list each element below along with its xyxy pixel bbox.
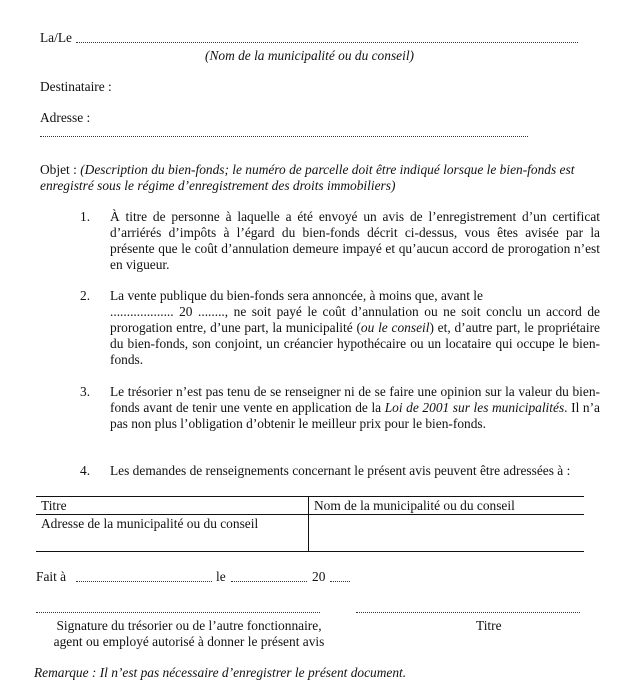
signature-caption [36,618,342,650]
year-blank[interactable]: 20 ........ [179,304,225,319]
adresse-label: Adresse : [40,110,91,125]
date-line[interactable] [231,581,307,582]
le-label: le [216,569,226,584]
item-text-italic: Loi de 2001 sur les municipalités [384,400,565,415]
item-text-part: Le trésorier n’est pas tenu de se renseigner ni de se faire une opinion sur la valeur du bien-fonds avant de tenir une vente en application de la [110,384,600,415]
titre-caption: Titre [476,618,502,633]
item-text [110,288,600,368]
item-number: 4. [80,463,91,478]
adresse-municipalite-cell[interactable]: Adresse de la municipalité ou du conseil [36,515,309,552]
item-text [110,384,600,432]
adresse-line[interactable] [40,136,528,137]
table-row [36,497,584,515]
objet-label: Objet : [40,162,77,177]
objet-block [40,162,588,194]
titre-signature-line[interactable] [356,612,580,613]
contact-table [36,496,584,552]
list-item [80,384,600,448]
item-number: 1. [80,209,91,224]
year-line[interactable] [330,581,350,582]
list-item [80,463,600,495]
item-number: 2. [80,288,91,303]
item-text-end: ) et, d’autre part, le propriétaire du bien-fonds, son conjoint, un créancier hypothécaire ou un locataire qui occupe le bien-fonds. [110,320,600,367]
item-number: 3. [80,384,91,399]
la-le-label: La/Le [40,30,72,45]
item-text-italic: ou le conseil [360,320,430,335]
year-label: 20 [312,569,326,584]
nom-municipalite-cell[interactable]: Nom de la municipalité ou du conseil [309,497,585,515]
empty-cell[interactable] [309,515,585,552]
list-item [80,288,600,368]
place-line[interactable] [76,581,212,582]
item-text-line1: La vente publique du bien-fonds sera annoncée, à moins que, avant le [110,288,483,303]
signature-caption-line1: Signature du trésorier ou de l’autre fonctionnaire, [56,618,322,633]
fait-a-label: Fait à [36,569,67,584]
item-text: À titre de personne à laquelle a été envoyé un avis de l’enregistrement d’un certificat d’arriérés d’impôts à l’égard du bien-fonds décrit ci-dessus, vous êtes avisée par la présente que le coût d’annulation demeure impayé et qu’aucun accord de prorogation n’est en vigueur. [110,209,600,272]
destinataire-label: Destinataire : [40,79,112,94]
date-blank[interactable]: ................... [110,304,174,319]
objet-description: (Description du bien-fonds; le numéro de parcelle doit être indiqué lorsque le bien-fonds est enregistré sous le régime d’enregistrement des droits immobiliers) [40,162,575,193]
titre-cell[interactable]: Titre [36,497,309,515]
item-text-part: . Il n’a pas non plus l’obligation d’obtenir le meilleur prix pour le bien-fonds. [110,400,600,431]
signature-caption-line2: agent ou employé autorisé à donner le présent avis [53,634,325,649]
list-item [80,209,600,273]
municipality-name-caption: (Nom de la municipalité ou du conseil) [205,48,415,63]
item-text-part: , ne soit payé le coût d’annulation ou ne soit conclu un accord de prorogation entre, d’une part, la municipalité ( [110,304,600,335]
remark: Remarque : Il n’est pas nécessaire d’enregistrer le présent document. [34,665,407,680]
signature-line[interactable] [36,612,320,613]
table-row [36,515,584,552]
municipality-name-line[interactable] [76,42,578,43]
item-text: Les demandes de renseignements concernant le présent avis peuvent être adressées à : [110,463,571,478]
